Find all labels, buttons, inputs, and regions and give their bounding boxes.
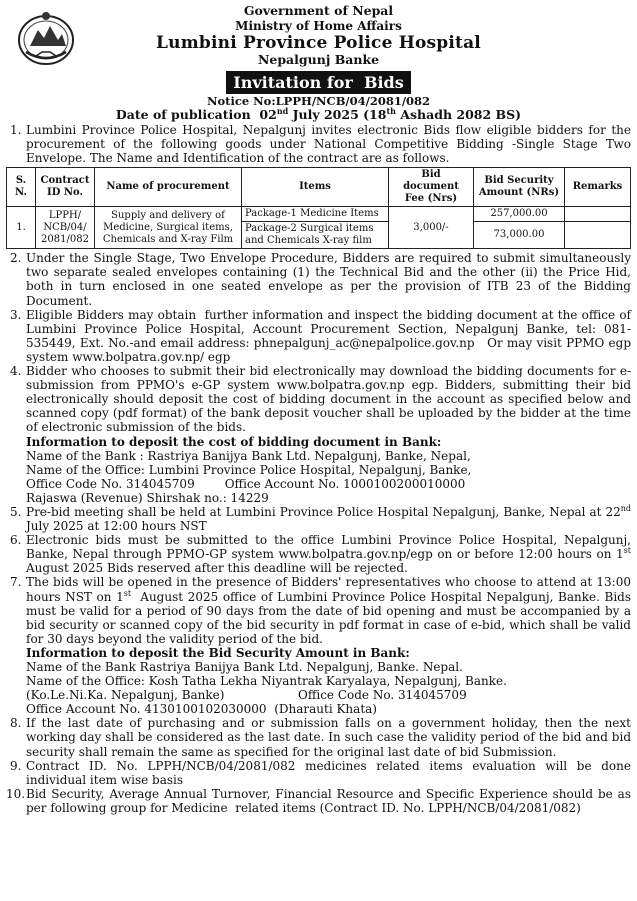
cell-remarks-1 [565,207,631,222]
office-code-line: Office Code No. 314045709 Office Account No. 1000100200010000 [26,476,466,491]
ministry-name: Ministry of Home Affairs [235,18,402,33]
paragraph-4: 4. Bidder who chooses to submit their bid electronically may download the bidding documents for e-submission from PPMO's e-GP system www.bolpatra.gov.np egp. Bidders, submitting their bid electronically should deposit the cost of bidding document in the account as specified below and scanned copy (pdf format) of the bank deposit voucher shall be uploaded by the bidder at the time of electronic submission of the bids. Information to deposit the cost of bidding document in Bank: Name of the Bank : Rastriya Banijya Bank Ltd. Nepalgunj, Banke, Nepal, Name of the Office: Lumbini Province Police Hospital, Nepalgunj, Banke, Office Code No. 314045709 Office Account No. 1000100200010000 Rajaswa (Revenue) Shirshak no.: 14229 [10,364,631,505]
cell-remarks-2 [565,222,631,249]
table-header-row [7,168,631,207]
cell-procurement: Supply and delivery of Medicine, Surgical items, Chemicals and X-ray Film [95,207,242,249]
header-security: Bid Security Amount (NRs) [474,168,565,207]
security-bank-line: Name of the Bank Rastriya Banijya Bank Ltd. Nepalgunj, Banke. Nepal. [26,660,463,675]
cell-package-2: Package-2 Surgical items and Chemicals X-ray film [242,222,389,249]
table-row [7,207,631,222]
cell-security-2: 73,000.00 [474,222,565,249]
header-remarks: Remarks [565,168,631,207]
contract-table [6,167,631,249]
security-code-line: (Ko.Le.Ni.Ka. Nepalgunj, Banke) Office Code No. 314045709 [26,688,467,703]
cell-contract-id: LPPH/ NCB/04/ 2081/082 [36,207,95,249]
cell-security-1: 257,000.00 [474,207,565,222]
paragraph-9: 9. Contract ID. No. LPPH/NCB/04/2081/082 medicines related items evaluation will be done individual item wise basis [10,758,631,787]
paragraph-7: 7. The bids will be opened in the presence of Bidders' representatives who choose to attend at 13:00 hours NST on 1st August 2025 office of Lumbini Province Police Hospital Nepalgunj, Banke. Bids must be valid for a period of 90 days from the date of bid opening and must be accompanied by a bid security or scanned copy of the bid security in pdf format in case of e-bid, which shall be valid for 30 days beyond the validity period of the bid. Information to deposit the Bid Security Amount in Bank: Name of the Bank Rastriya Banijya Bank Ltd. Nepalgunj, Banke. Nepal. Name of the Office: Kosh Tatha Lekha Niyantrak Karyalaya, Nepalgunj, Banke. (Ko.Le.Ni.Ka. Nepalgunj, Banke) Office Code No. 314045709 Office Account No. 4130100102030000 (Dharauti Khata) [10,575,635,717]
nepal-emblem-icon [16,8,76,68]
notice-body [6,123,635,815]
paragraph-5: 5. Pre-bid meeting shall be held at Lumbini Province Police Hospital Nepalgunj, Banke, Nepal at 22nd July 2025 at 12:00 hours NST [10,503,631,534]
security-deposit-heading: Information to deposit the Bid Security Amount in Bank: [26,645,410,660]
security-office-line: Name of the Office: Kosh Tatha Lekha Niyantrak Karyalaya, Nepalgunj, Banke. [26,674,507,689]
hospital-name: Lumbini Province Police Hospital [156,32,481,53]
publication-date: Date of publication 02nd July 2025 (18th Ashadh 2082 BS) [115,106,522,123]
cell-package-1: Package-1 Medicine Items [242,207,389,222]
paragraph-8: 8. If the last date of purchasing and or submission falls on a government holiday, then the next working day shall be considered as the last date. In such case the validity period of the bid and bid security shall remain the same as specified for the original last date of bid Submission. [10,716,631,759]
paragraph-6: 6. Electronic bids must be submitted to the office Lumbini Province Police Hospital, Nepalgunj, Banke, Nepal through PPMO-GP system www.bolpatra.gov.np/egp on or before 12:00 hours on 1st August 2025 Bids reserved after this deadline will be rejected. [10,533,631,576]
shirshak-line: Rajaswa (Revenue) Shirshak no.: 14229 [26,490,269,505]
cost-deposit-heading: Information to deposit the cost of bidding document in Bank: [26,434,442,449]
cell-sn: 1. [7,207,36,249]
header-contract-id: Contract ID No. [36,168,95,207]
paragraph-1: 1. Lumbini Province Police Hospital, Nepalgunj invites electronic Bids flow eligible bidders for the procurement of the following goods under National Competitive Bidding -Single Stage Two Envelope. The Name and Identification of the contract are as follows. [10,123,631,166]
office-name-line: Name of the Office: Lumbini Province Police Hospital, Nepalgunj, Banke, [26,462,472,477]
notice-title: Invitation for Bids [226,71,411,94]
paragraph-3: 3. Eligible Bidders may obtain further information and inspect the bidding document at the office of Lumbini Province Police Hospital, Account Procurement Section, Nepalgunj Banke, tel: 081-535449, Ext. No.-and email address: phnepalgunj_ac@nepalpolice.gov.np Or may visit PPMO egp system www.bolpatra.gov.np/ egp [10,307,635,364]
bank-name-line: Name of the Bank : Rastriya Banijya Bank Ltd. Nepalgunj, Banke, Nepal, [26,448,471,463]
security-account-line: Office Account No. 4130100102030000 (Dharauti Khata) [26,702,377,717]
paragraph-10: 10. Bid Security, Average Annual Turnover, Financial Resource and Specific Experience should be as per following group for Medicine related items (Contract ID. No. LPPH/NCB/04/2081/082) [6,786,635,815]
government-name: Government of Nepal [243,3,394,18]
hospital-location: Nepalgunj Banke [257,51,380,67]
notice-number: Notice No:LPPH/NCB/04/2081/082 [206,93,431,108]
cell-fee: 3,000/- [389,207,474,249]
header-sn: S. N. [7,168,36,207]
paragraph-2: 2. Under the Single Stage, Two Envelope Procedure, Bidders are required to submit simultaneously two separate sealed envelopes containing (1) the Technical Bid and the other (ii) the Price Hid, both in turn enclosed in one seated envelope as per the provision of ITB 23 of the Bidding Document. [10,251,631,308]
notice-header [6,4,631,123]
header-procurement: Name of procurement [95,168,242,207]
header-fee: Bid document Fee (Nrs) [389,168,474,207]
header-items: Items [242,168,389,207]
